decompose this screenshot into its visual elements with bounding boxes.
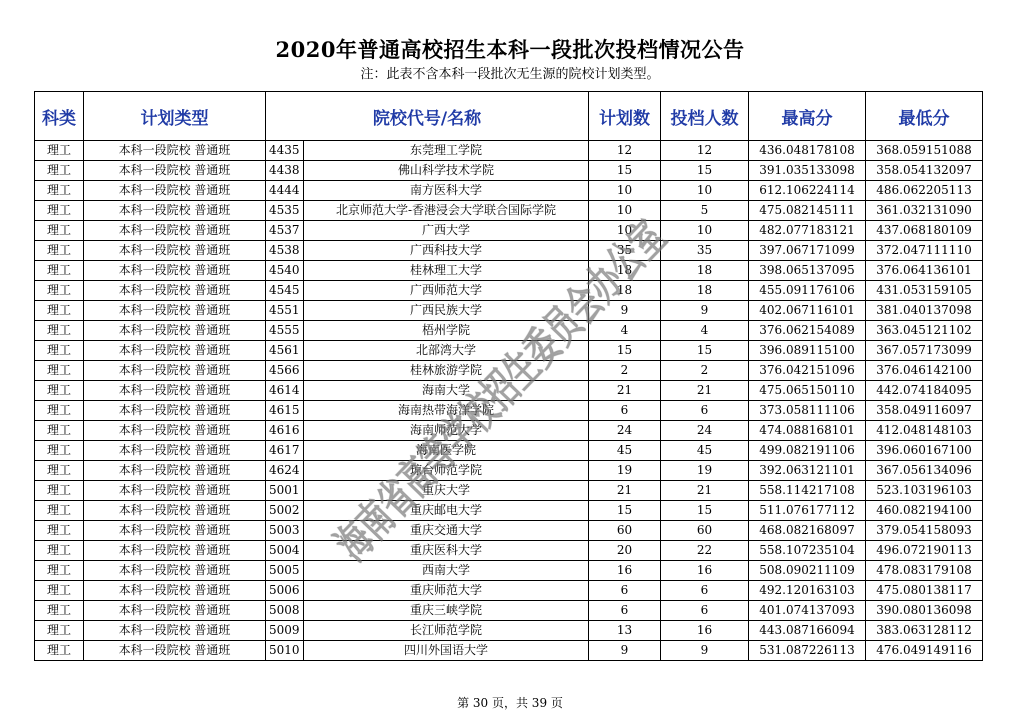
- cell-school-name: 桂林旅游学院: [304, 361, 589, 381]
- cell-plan-count: 9: [589, 641, 661, 661]
- cell-school-name: 桂林理工大学: [304, 261, 589, 281]
- cell-max-score: 492.120163103: [749, 581, 866, 601]
- table-row: [35, 521, 983, 541]
- cell-category: 理工: [35, 401, 84, 421]
- cell-admitted-count: 15: [661, 501, 749, 521]
- cell-min-score: 431.053159105: [866, 281, 983, 301]
- cell-category: 理工: [35, 501, 84, 521]
- page-title: 2020年普通高校招生本科一段批次投档情况公告: [275, 37, 745, 62]
- cell-plan-count: 6: [589, 581, 661, 601]
- cell-plan-count: 24: [589, 421, 661, 441]
- cell-min-score: 475.080138117: [866, 581, 983, 601]
- cell-school-name: 海南师范大学: [304, 421, 589, 441]
- cell-school-name: 北部湾大学: [304, 341, 589, 361]
- cell-min-score: 390.080136098: [866, 601, 983, 621]
- cell-admitted-count: 16: [661, 561, 749, 581]
- cell-max-score: 474.088168101: [749, 421, 866, 441]
- cell-admitted-count: 6: [661, 601, 749, 621]
- table-header-row: [35, 92, 983, 141]
- cell-max-score: 499.082191106: [749, 441, 866, 461]
- cell-min-score: 478.083179108: [866, 561, 983, 581]
- cell-plan-type: 本科一段院校 普通班: [84, 301, 266, 321]
- cell-category: 理工: [35, 541, 84, 561]
- cell-category: 理工: [35, 201, 84, 221]
- table-row: [35, 441, 983, 461]
- cell-admitted-count: 15: [661, 161, 749, 181]
- cell-max-score: 558.114217108: [749, 481, 866, 501]
- cell-max-score: 436.048178108: [749, 141, 866, 161]
- cell-school-code: 4555: [266, 321, 304, 341]
- cell-plan-count: 16: [589, 561, 661, 581]
- cell-category: 理工: [35, 521, 84, 541]
- cell-school-name: 北京师范大学-香港浸会大学联合国际学院: [304, 201, 589, 221]
- cell-school-code: 4537: [266, 221, 304, 241]
- cell-school-code: 5009: [266, 621, 304, 641]
- cell-min-score: 358.054132097: [866, 161, 983, 181]
- cell-plan-count: 15: [589, 161, 661, 181]
- cell-school-code: 4624: [266, 461, 304, 481]
- table-row: [35, 581, 983, 601]
- header-plan-count: 计划数: [589, 92, 661, 141]
- cell-min-score: 442.074184095: [866, 381, 983, 401]
- cell-school-code: 4551: [266, 301, 304, 321]
- cell-admitted-count: 9: [661, 641, 749, 661]
- cell-admitted-count: 5: [661, 201, 749, 221]
- cell-plan-type: 本科一段院校 普通班: [84, 221, 266, 241]
- cell-min-score: 367.057173099: [866, 341, 983, 361]
- table-row: [35, 481, 983, 501]
- cell-school-name: 南方医科大学: [304, 181, 589, 201]
- cell-admitted-count: 35: [661, 241, 749, 261]
- cell-plan-count: 21: [589, 381, 661, 401]
- cell-category: 理工: [35, 461, 84, 481]
- cell-min-score: 437.068180109: [866, 221, 983, 241]
- cell-max-score: 612.106224114: [749, 181, 866, 201]
- cell-plan-count: 15: [589, 501, 661, 521]
- cell-min-score: 383.063128112: [866, 621, 983, 641]
- cell-category: 理工: [35, 381, 84, 401]
- cell-admitted-count: 15: [661, 341, 749, 361]
- cell-category: 理工: [35, 261, 84, 281]
- cell-admitted-count: 12: [661, 141, 749, 161]
- cell-school-code: 5008: [266, 601, 304, 621]
- cell-min-score: 496.072190113: [866, 541, 983, 561]
- table-note: 注：此表不含本科一段批次无生源的院校计划类型。: [360, 67, 660, 82]
- cell-plan-type: 本科一段院校 普通班: [84, 561, 266, 581]
- cell-category: 理工: [35, 561, 84, 581]
- cell-max-score: 511.076177112: [749, 501, 866, 521]
- cell-admitted-count: 18: [661, 281, 749, 301]
- cell-plan-type: 本科一段院校 普通班: [84, 381, 266, 401]
- cell-school-name: 海南医学院: [304, 441, 589, 461]
- cell-admitted-count: 6: [661, 401, 749, 421]
- cell-school-code: 5002: [266, 501, 304, 521]
- cell-category: 理工: [35, 581, 84, 601]
- cell-school-code: 5003: [266, 521, 304, 541]
- cell-school-code: 4615: [266, 401, 304, 421]
- cell-admitted-count: 22: [661, 541, 749, 561]
- cell-plan-count: 18: [589, 261, 661, 281]
- cell-plan-type: 本科一段院校 普通班: [84, 201, 266, 221]
- cell-max-score: 508.090211109: [749, 561, 866, 581]
- cell-plan-count: 15: [589, 341, 661, 361]
- cell-category: 理工: [35, 421, 84, 441]
- cell-max-score: 373.058111106: [749, 401, 866, 421]
- cell-plan-type: 本科一段院校 普通班: [84, 501, 266, 521]
- cell-admitted-count: 9: [661, 301, 749, 321]
- cell-plan-count: 10: [589, 201, 661, 221]
- cell-school-code: 5004: [266, 541, 304, 561]
- cell-plan-count: 60: [589, 521, 661, 541]
- cell-school-code: 4540: [266, 261, 304, 281]
- table-row: [35, 421, 983, 441]
- cell-admitted-count: 6: [661, 581, 749, 601]
- cell-plan-type: 本科一段院校 普通班: [84, 521, 266, 541]
- cell-admitted-count: 21: [661, 381, 749, 401]
- table-row: [35, 221, 983, 241]
- header-admitted-count: 投档人数: [661, 92, 749, 141]
- cell-category: 理工: [35, 601, 84, 621]
- cell-min-score: 376.046142100: [866, 361, 983, 381]
- table-row: [35, 341, 983, 361]
- cell-category: 理工: [35, 341, 84, 361]
- table-row: [35, 601, 983, 621]
- cell-school-name: 重庆邮电大学: [304, 501, 589, 521]
- cell-max-score: 402.067116101: [749, 301, 866, 321]
- table-row: [35, 561, 983, 581]
- cell-plan-type: 本科一段院校 普通班: [84, 181, 266, 201]
- cell-plan-count: 4: [589, 321, 661, 341]
- header-category: 科类: [35, 92, 84, 141]
- table-row: [35, 401, 983, 421]
- cell-category: 理工: [35, 281, 84, 301]
- header-min-score: 最低分: [866, 92, 983, 141]
- table-row: [35, 301, 983, 321]
- cell-plan-type: 本科一段院校 普通班: [84, 241, 266, 261]
- cell-category: 理工: [35, 361, 84, 381]
- table-row: [35, 541, 983, 561]
- cell-plan-type: 本科一段院校 普通班: [84, 621, 266, 641]
- cell-school-code: 4435: [266, 141, 304, 161]
- cell-category: 理工: [35, 641, 84, 661]
- cell-max-score: 468.082168097: [749, 521, 866, 541]
- cell-plan-count: 21: [589, 481, 661, 501]
- cell-min-score: 358.049116097: [866, 401, 983, 421]
- cell-max-score: 443.087166094: [749, 621, 866, 641]
- cell-school-code: 5010: [266, 641, 304, 661]
- table-row: [35, 381, 983, 401]
- cell-max-score: 558.107235104: [749, 541, 866, 561]
- header-plan-type: 计划类型: [84, 92, 266, 141]
- cell-school-code: 4535: [266, 201, 304, 221]
- cell-plan-type: 本科一段院校 普通班: [84, 481, 266, 501]
- cell-school-name: 海南大学: [304, 381, 589, 401]
- cell-admitted-count: 18: [661, 261, 749, 281]
- cell-admitted-count: 19: [661, 461, 749, 481]
- cell-category: 理工: [35, 221, 84, 241]
- cell-school-name: 重庆三峡学院: [304, 601, 589, 621]
- cell-min-score: 486.062205113: [866, 181, 983, 201]
- cell-plan-count: 35: [589, 241, 661, 261]
- table-row: [35, 161, 983, 181]
- cell-admitted-count: 60: [661, 521, 749, 541]
- table-row: [35, 321, 983, 341]
- cell-school-name: 广西民族大学: [304, 301, 589, 321]
- cell-plan-count: 19: [589, 461, 661, 481]
- cell-admitted-count: 2: [661, 361, 749, 381]
- cell-school-code: 4561: [266, 341, 304, 361]
- cell-plan-type: 本科一段院校 普通班: [84, 341, 266, 361]
- cell-school-code: 4617: [266, 441, 304, 461]
- cell-school-name: 四川外国语大学: [304, 641, 589, 661]
- cell-min-score: 396.060167100: [866, 441, 983, 461]
- cell-school-code: 4545: [266, 281, 304, 301]
- table-row: [35, 361, 983, 381]
- table-row: [35, 461, 983, 481]
- cell-min-score: 376.064136101: [866, 261, 983, 281]
- cell-school-name: 重庆交通大学: [304, 521, 589, 541]
- cell-admitted-count: 24: [661, 421, 749, 441]
- cell-school-name: 梧州学院: [304, 321, 589, 341]
- cell-plan-count: 10: [589, 221, 661, 241]
- cell-school-name: 重庆大学: [304, 481, 589, 501]
- cell-school-name: 西南大学: [304, 561, 589, 581]
- cell-admitted-count: 10: [661, 181, 749, 201]
- cell-category: 理工: [35, 441, 84, 461]
- cell-category: 理工: [35, 481, 84, 501]
- cell-plan-type: 本科一段院校 普通班: [84, 321, 266, 341]
- cell-category: 理工: [35, 301, 84, 321]
- cell-max-score: 455.091176106: [749, 281, 866, 301]
- cell-plan-count: 20: [589, 541, 661, 561]
- cell-min-score: 381.040137098: [866, 301, 983, 321]
- cell-plan-count: 2: [589, 361, 661, 381]
- cell-min-score: 460.082194100: [866, 501, 983, 521]
- cell-plan-type: 本科一段院校 普通班: [84, 261, 266, 281]
- cell-school-code: 4538: [266, 241, 304, 261]
- cell-max-score: 475.082145111: [749, 201, 866, 221]
- cell-plan-type: 本科一段院校 普通班: [84, 361, 266, 381]
- cell-admitted-count: 10: [661, 221, 749, 241]
- cell-max-score: 482.077183121: [749, 221, 866, 241]
- page-footer: 第 30 页，共 39 页: [457, 696, 563, 710]
- cell-school-name: 重庆医科大学: [304, 541, 589, 561]
- watermark-text: 海南省高等学校招生委员会办公室: [326, 196, 689, 571]
- cell-school-name: 广西师范大学: [304, 281, 589, 301]
- table-row: [35, 241, 983, 261]
- cell-min-score: 363.045121102: [866, 321, 983, 341]
- cell-plan-count: 18: [589, 281, 661, 301]
- cell-max-score: 392.063121101: [749, 461, 866, 481]
- cell-plan-count: 13: [589, 621, 661, 641]
- cell-plan-type: 本科一段院校 普通班: [84, 641, 266, 661]
- cell-school-code: 5005: [266, 561, 304, 581]
- cell-category: 理工: [35, 241, 84, 261]
- cell-category: 理工: [35, 621, 84, 641]
- cell-min-score: 476.049149116: [866, 641, 983, 661]
- cell-max-score: 398.065137095: [749, 261, 866, 281]
- table-row: [35, 621, 983, 641]
- cell-category: 理工: [35, 181, 84, 201]
- cell-plan-type: 本科一段院校 普通班: [84, 541, 266, 561]
- cell-plan-type: 本科一段院校 普通班: [84, 401, 266, 421]
- table-body: [35, 141, 983, 661]
- cell-plan-type: 本科一段院校 普通班: [84, 281, 266, 301]
- cell-plan-count: 6: [589, 401, 661, 421]
- cell-school-name: 佛山科学技术学院: [304, 161, 589, 181]
- cell-max-score: 396.089115100: [749, 341, 866, 361]
- cell-min-score: 361.032131090: [866, 201, 983, 221]
- cell-max-score: 391.035133098: [749, 161, 866, 181]
- cell-school-name: 广西大学: [304, 221, 589, 241]
- cell-plan-count: 6: [589, 601, 661, 621]
- cell-school-code: 4438: [266, 161, 304, 181]
- cell-min-score: 367.056134096: [866, 461, 983, 481]
- cell-school-name: 琼台师范学院: [304, 461, 589, 481]
- cell-max-score: 376.062154089: [749, 321, 866, 341]
- cell-plan-type: 本科一段院校 普通班: [84, 161, 266, 181]
- cell-plan-type: 本科一段院校 普通班: [84, 421, 266, 441]
- cell-school-code: 4616: [266, 421, 304, 441]
- table-row: [35, 641, 983, 661]
- cell-school-name: 重庆师范大学: [304, 581, 589, 601]
- cell-min-score: 368.059151088: [866, 141, 983, 161]
- cell-min-score: 372.047111110: [866, 241, 983, 261]
- cell-max-score: 397.067171099: [749, 241, 866, 261]
- table-row: [35, 281, 983, 301]
- cell-max-score: 401.074137093: [749, 601, 866, 621]
- table-row: [35, 181, 983, 201]
- cell-school-name: 长江师范学院: [304, 621, 589, 641]
- table-row: [35, 201, 983, 221]
- cell-school-code: 4444: [266, 181, 304, 201]
- cell-school-code: 5001: [266, 481, 304, 501]
- cell-admitted-count: 45: [661, 441, 749, 461]
- cell-max-score: 531.087226113: [749, 641, 866, 661]
- table-row: [35, 261, 983, 281]
- cell-school-code: 4566: [266, 361, 304, 381]
- cell-admitted-count: 16: [661, 621, 749, 641]
- cell-plan-type: 本科一段院校 普通班: [84, 461, 266, 481]
- cell-school-name: 东莞理工学院: [304, 141, 589, 161]
- cell-plan-type: 本科一段院校 普通班: [84, 441, 266, 461]
- cell-school-code: 4614: [266, 381, 304, 401]
- cell-plan-type: 本科一段院校 普通班: [84, 141, 266, 161]
- cell-admitted-count: 4: [661, 321, 749, 341]
- header-max-score: 最高分: [749, 92, 866, 141]
- cell-category: 理工: [35, 161, 84, 181]
- cell-plan-type: 本科一段院校 普通班: [84, 581, 266, 601]
- table-row: [35, 501, 983, 521]
- admission-table: [34, 91, 983, 661]
- cell-min-score: 523.103196103: [866, 481, 983, 501]
- header-school-code-name: 院校代号/名称: [266, 92, 589, 141]
- cell-min-score: 379.054158093: [866, 521, 983, 541]
- cell-category: 理工: [35, 141, 84, 161]
- cell-school-code: 5006: [266, 581, 304, 601]
- cell-admitted-count: 21: [661, 481, 749, 501]
- table-row: [35, 141, 983, 161]
- cell-category: 理工: [35, 321, 84, 341]
- cell-plan-count: 45: [589, 441, 661, 461]
- cell-plan-count: 10: [589, 181, 661, 201]
- cell-max-score: 475.065150110: [749, 381, 866, 401]
- cell-school-name: 海南热带海洋学院: [304, 401, 589, 421]
- cell-max-score: 376.042151096: [749, 361, 866, 381]
- cell-plan-count: 9: [589, 301, 661, 321]
- cell-plan-count: 12: [589, 141, 661, 161]
- cell-school-name: 广西科技大学: [304, 241, 589, 261]
- cell-plan-type: 本科一段院校 普通班: [84, 601, 266, 621]
- cell-min-score: 412.048148103: [866, 421, 983, 441]
